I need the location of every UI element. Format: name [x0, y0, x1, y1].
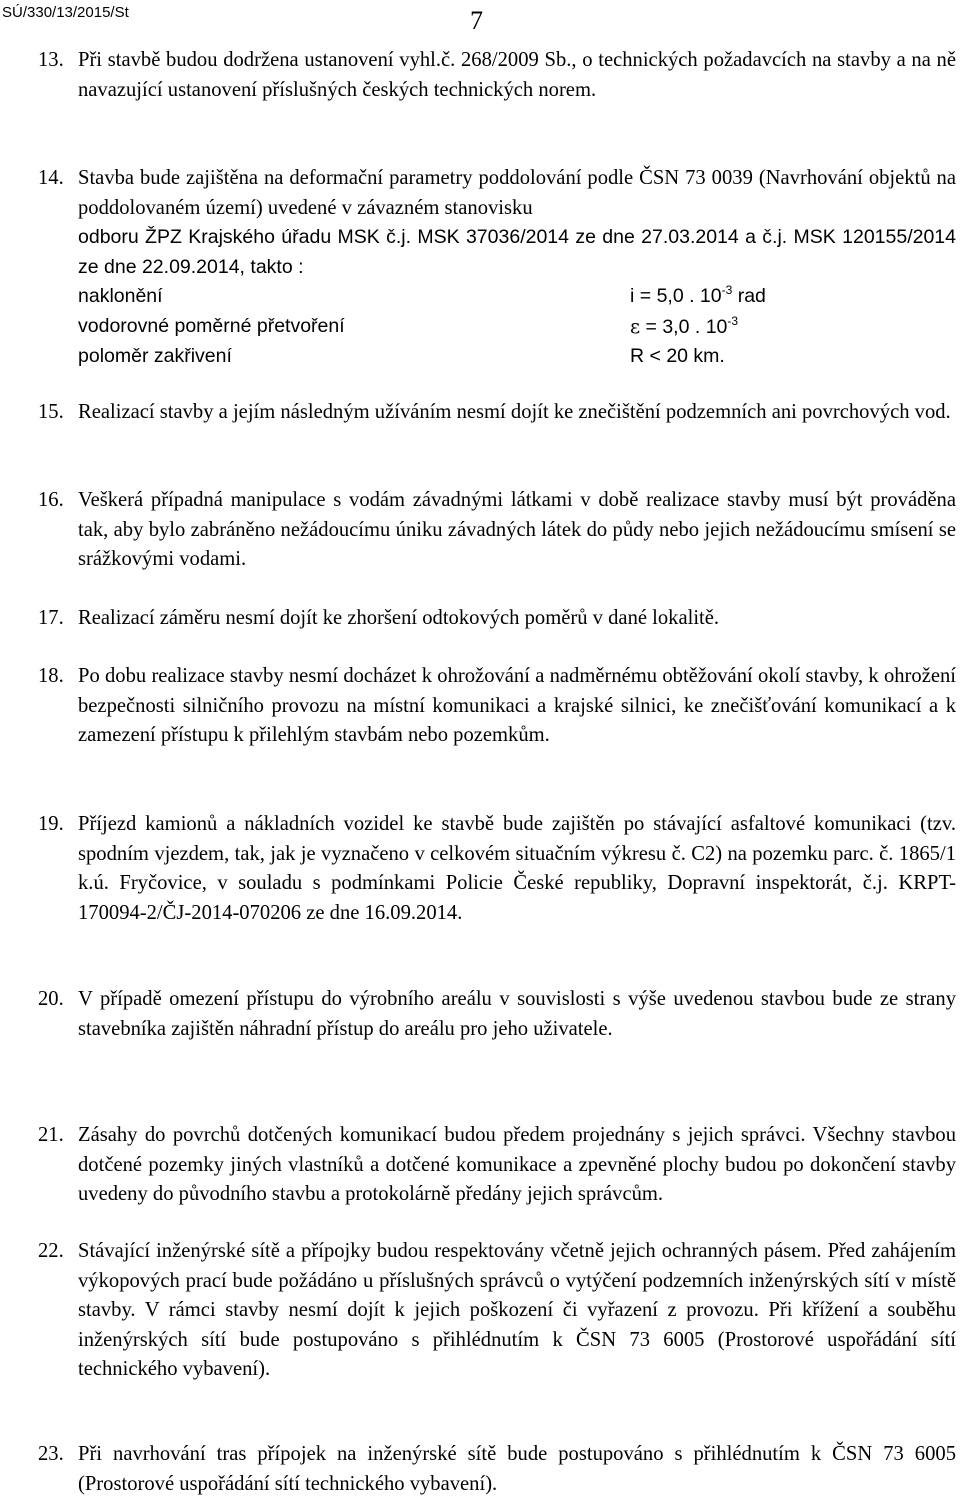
item-text: Stávající inženýrské sítě a přípojky budou respektovány včetně jejich ochranných pásem. Před zahájením výkopových prací bude požádáno u příslušných správců o vytýčení podzemních inženýrských sítí v místě stavby. V rámci stavby nesmí dojít k jejich poškození či vyřazení z provozu. Při křížení a souběhu inženýrských sítí bude postupováno s přihlédnutím k ČSN 73 6005 (Prostorové uspořádání sítí technického vybavení).: [78, 1240, 956, 1380]
param-label: vodorovné poměrné přetvoření: [78, 314, 345, 337]
item-text: Příjezd kamionů a nákladních vozidel ke stavbě bude zajištěn po stávající asfaltové komunikaci (tzv. spodním vjezdem, tak, jak je vyznačeno v celkovém situačním výkresu č. C2) na pozemku parc. č. 1865/1 k.ú. Fryčovice, v souladu s podmínkami Policie České republiky, Dopravní inspektorát, č.j. KRPT-170094-2/ČJ-2014-070206 ze dne 16.09.2014.: [78, 813, 956, 924]
param-value: R < 20 km.: [630, 345, 725, 367]
deformation-parameters: [78, 282, 956, 372]
param-label: naklonění: [78, 285, 163, 307]
item-number: 20.: [38, 988, 64, 1010]
item-text: Při navrhování tras přípojek na inženýrské sítě bude postupováno s přihlédnutím k ČSN 73 6005 (Prostorové uspořádání sítí technického vybavení).: [78, 1443, 956, 1495]
condition-14: [38, 164, 956, 372]
item-text: Zásahy do povrchů dotčených komunikací budou předem projednány s jejich správci. Všechny stavbou dotčené pozemky jiných vlastníků a dotčené komunikace a zpevněné plochy budou po dokončení stavby uvedeny do původního stavbu a protokolárně předány jejich správcům.: [78, 1124, 956, 1205]
item-text: Veškerá případná manipulace s vodám závadnými látkami v době realizace stavby musí být prováděna tak, aby bylo zabráněno nežádoucímu úniku závadných látek do půdy nebo jejich nežádoucímu smísení se srážkovými vodami.: [78, 489, 956, 570]
item-number: 23.: [38, 1443, 64, 1465]
item-number: 13.: [38, 49, 64, 71]
condition-21: [38, 1121, 956, 1210]
item-number: 15.: [38, 401, 64, 423]
item-number: 16.: [38, 489, 64, 511]
item-text: Při stavbě budou dodržena ustanovení vyhl.č. 268/2009 Sb., o technických požadavcích na stavby a na ně navazující ustanovení příslušných českých technických norem.: [78, 49, 956, 101]
condition-23: [38, 1440, 956, 1499]
condition-16: [38, 486, 956, 575]
item-number: 18.: [38, 665, 64, 687]
item-number: 17.: [38, 607, 64, 629]
item-number: 22.: [38, 1240, 64, 1262]
condition-22: [38, 1237, 956, 1385]
param-value: i = 5,0 . $10^{-3}$ rad: [630, 283, 766, 307]
item-text: Stavba bude zajištěna na deformační parametry poddolování podle ČSN 73 0039 (Navrhování objektů na poddolovaném území) uvedené v závazném stanovisku: [78, 167, 956, 219]
param-label: poloměr zakřivení: [78, 345, 232, 367]
item-text-continued: odboru ŽPZ Krajského úřadu MSK č.j. MSK 37036/2014 ze dne 27.03.2014 a č.j. MSK 120155/2014 ze dne 22.09.2014, takto :: [78, 226, 956, 278]
page-number: 7: [470, 6, 483, 35]
condition-18: [38, 662, 956, 751]
condition-17: [38, 604, 956, 634]
item-text: Realizací záměru nesmí dojít ke zhoršení odtokových poměrů v dané lokalitě.: [78, 607, 720, 629]
condition-19: [38, 810, 956, 928]
condition-20: [38, 985, 956, 1044]
item-text: Po dobu realizace stavby nesmí docházet k ohrožování a nadměrnému obtěžování okolí stavby, k ohrožení bezpečnosti silničního provozu na místní komunikaci a krajské silnici, ke znečišťování komunikací a k zamezení přístupu k přilehlým stavbám nebo pozemkům.: [78, 665, 956, 746]
item-text: V případě omezení přístupu do výrobního areálu v souvislosti s výše uvedenou stavbou bude ze strany stavebníka zajištěn náhradní přístup do areálu pro jeho uživatele.: [78, 988, 956, 1040]
item-number: 14.: [38, 167, 64, 189]
condition-13: [38, 46, 956, 105]
condition-15: [38, 398, 956, 428]
item-text: Realizací stavby a jejím následným užíváním nesmí dojít ke znečištění podzemních ani povrchových vod.: [78, 401, 951, 423]
item-number: 19.: [38, 813, 64, 835]
item-body: [78, 164, 956, 372]
param-value: ε = 3,0 . $10^{-3}$: [630, 313, 739, 338]
document-reference: SÚ/330/13/2015/St: [2, 4, 129, 21]
item-number: 21.: [38, 1124, 64, 1146]
